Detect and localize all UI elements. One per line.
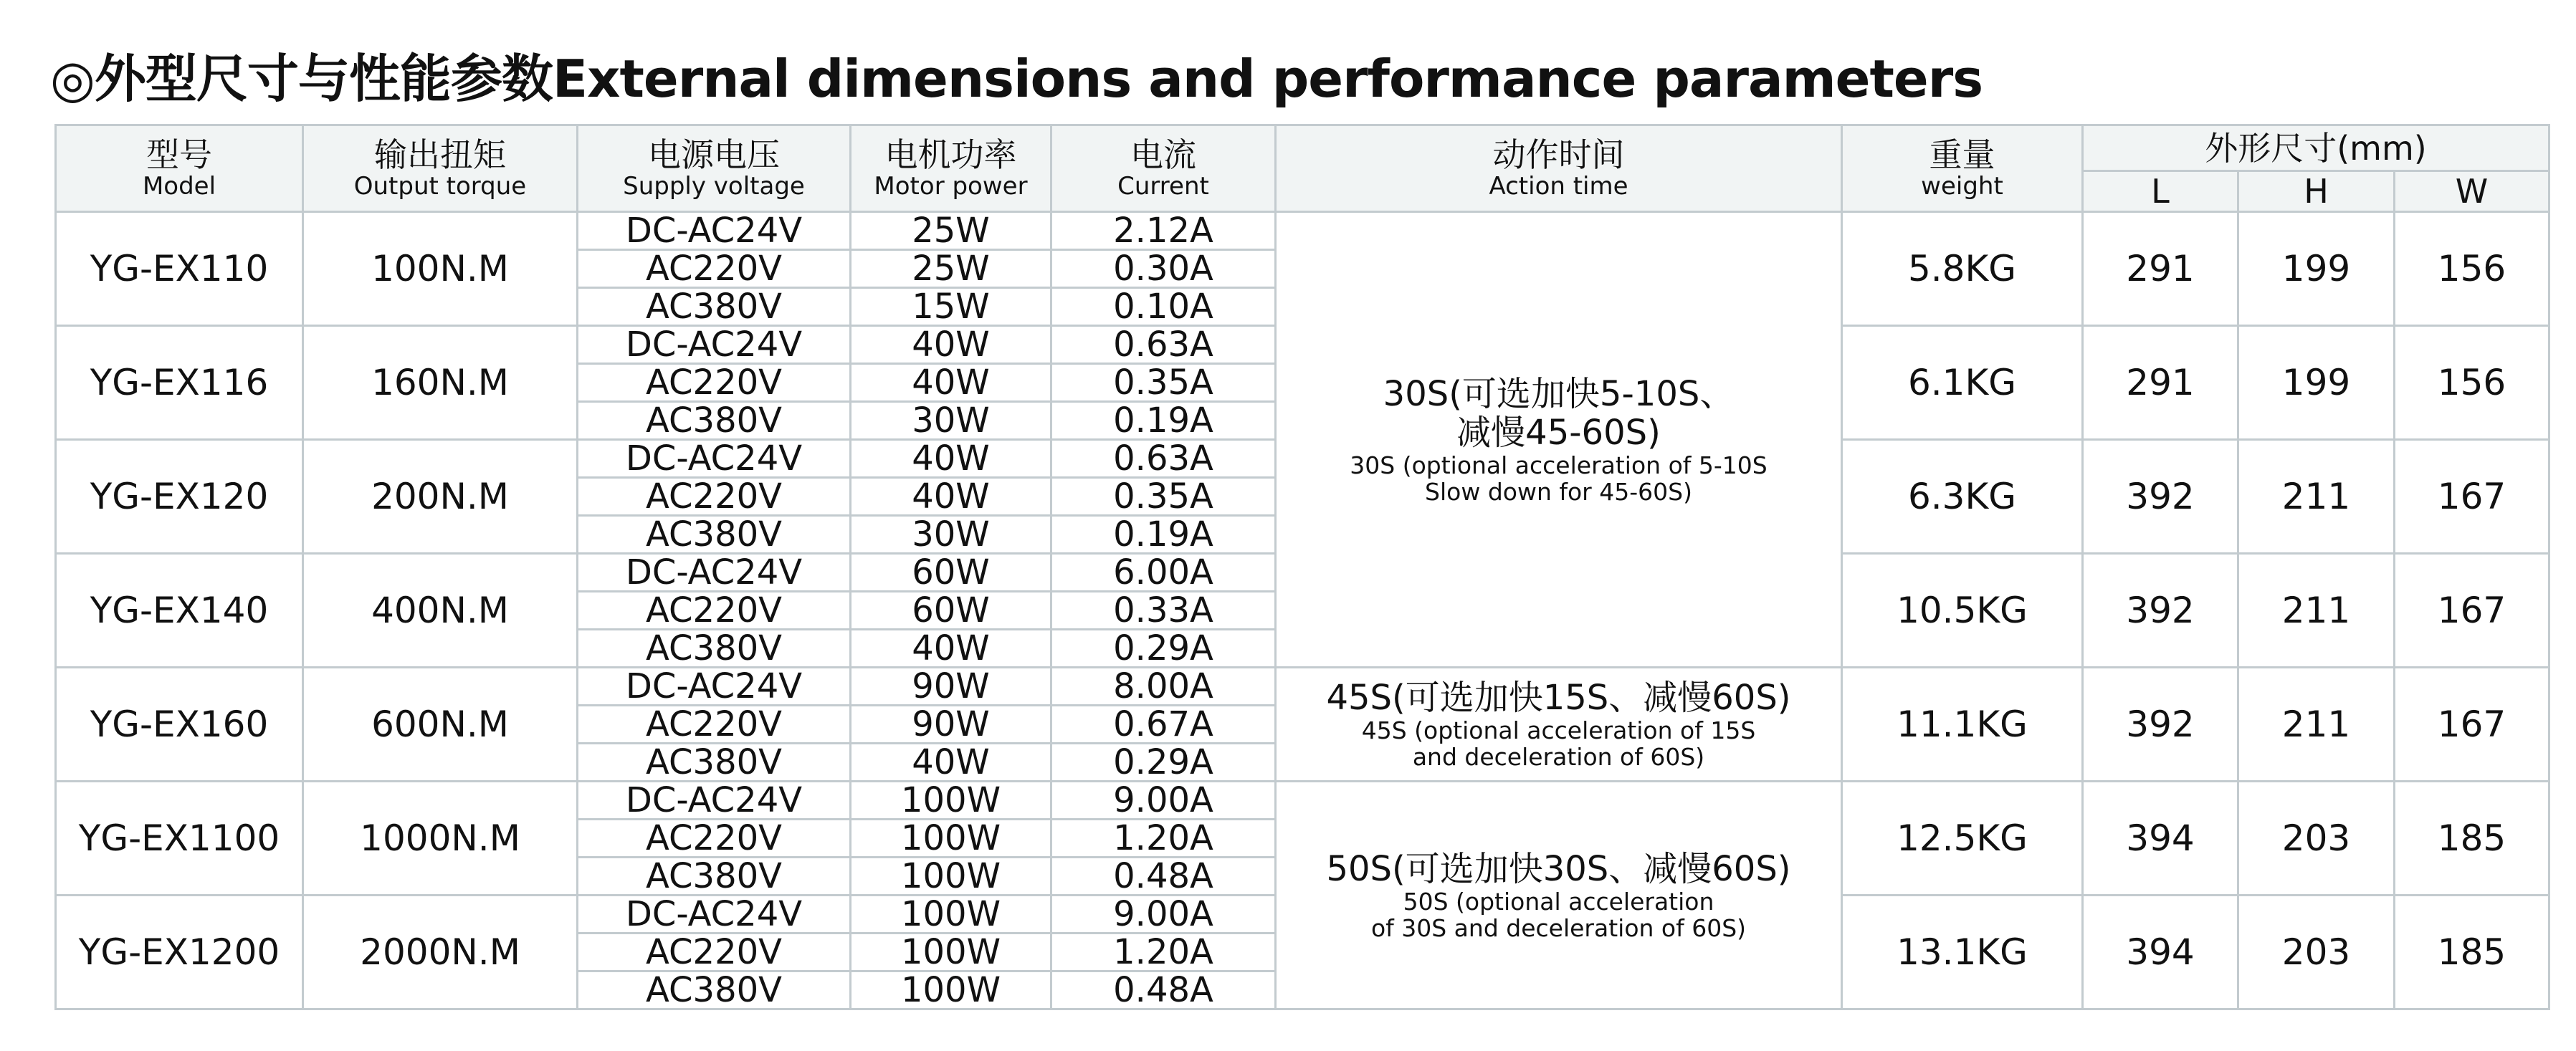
voltage-cell: DC-AC24V: [578, 896, 851, 934]
action-time-en-line1: 30S (optional acceleration of 5-10S: [1350, 451, 1768, 479]
current-cell: 0.48A: [1051, 971, 1276, 1009]
dim-h-cell: 199: [2238, 212, 2395, 326]
power-cell: 60W: [851, 592, 1051, 630]
current-cell: 0.19A: [1051, 516, 1276, 554]
header-model-cn: 型号: [146, 135, 212, 174]
header-dim-h: H: [2238, 171, 2395, 212]
header-voltage-cn: 电源电压: [648, 135, 780, 174]
voltage-cell: AC220V: [578, 820, 851, 858]
dim-h-cell: 199: [2238, 326, 2395, 440]
header-torque: [303, 125, 578, 212]
header-torque-en: Output torque: [353, 172, 527, 201]
action-time-cn-line1: 45S(可选加快15S、减慢60S): [1326, 678, 1791, 718]
header-current: [1051, 125, 1276, 212]
power-cell: 100W: [851, 858, 1051, 896]
action-time-en-line2: Slow down for 45-60S): [1425, 477, 1692, 506]
model-cell: YG-EX160: [56, 668, 303, 782]
current-cell: 8.00A: [1051, 668, 1276, 706]
voltage-cell: DC-AC24V: [578, 212, 851, 250]
weight-cell: 12.5KG: [1842, 782, 2083, 896]
voltage-cell: AC220V: [578, 592, 851, 630]
header-power-cn: 电机功率: [884, 135, 1017, 174]
action-time-en-line2: and deceleration of 60S): [1412, 743, 1705, 771]
dim-w-cell: 167: [2395, 668, 2549, 782]
header-torque-cn: 输出扭矩: [374, 135, 506, 174]
model-cell: YG-EX116: [56, 326, 303, 440]
current-cell: 9.00A: [1051, 782, 1276, 820]
weight-cell: 6.1KG: [1842, 326, 2083, 440]
voltage-cell: DC-AC24V: [578, 440, 851, 478]
voltage-cell: AC380V: [578, 288, 851, 326]
model-cell: YG-EX1200: [56, 896, 303, 1009]
power-cell: 60W: [851, 554, 1051, 592]
current-cell: 0.33A: [1051, 592, 1276, 630]
dim-w-cell: 167: [2395, 554, 2549, 668]
current-cell: 1.20A: [1051, 820, 1276, 858]
header-weight-cn: 重量: [1929, 135, 1995, 174]
action-time-cn-line1: 30S(可选加快5-10S、: [1383, 373, 1735, 414]
power-cell: 25W: [851, 250, 1051, 288]
torque-cell: 1000N.M: [303, 782, 578, 896]
power-cell: 40W: [851, 364, 1051, 402]
current-cell: 0.29A: [1051, 630, 1276, 668]
action-time-cell: [1276, 668, 1842, 782]
current-cell: 0.29A: [1051, 744, 1276, 782]
current-cell: 0.30A: [1051, 250, 1276, 288]
header-dim-l: L: [2083, 171, 2238, 212]
dim-l-cell: 394: [2083, 782, 2238, 896]
power-cell: 90W: [851, 706, 1051, 744]
dim-h-cell: 211: [2238, 554, 2395, 668]
table-row: [56, 782, 2549, 820]
voltage-cell: AC380V: [578, 744, 851, 782]
action-time-cell: [1276, 212, 1842, 668]
weight-cell: 5.8KG: [1842, 212, 2083, 326]
torque-cell: 200N.M: [303, 440, 578, 554]
power-cell: 40W: [851, 744, 1051, 782]
power-cell: 40W: [851, 630, 1051, 668]
action-time-cell: [1276, 782, 1842, 1009]
table-row: [56, 212, 2549, 250]
power-cell: 100W: [851, 934, 1051, 971]
weight-cell: 10.5KG: [1842, 554, 2083, 668]
current-cell: 1.20A: [1051, 934, 1276, 971]
current-cell: 6.00A: [1051, 554, 1276, 592]
header-power: [851, 125, 1051, 212]
current-cell: 0.35A: [1051, 364, 1276, 402]
dim-w-cell: 185: [2395, 896, 2549, 1009]
power-cell: 40W: [851, 326, 1051, 364]
power-cell: 100W: [851, 782, 1051, 820]
torque-cell: 400N.M: [303, 554, 578, 668]
dim-l-cell: 392: [2083, 668, 2238, 782]
dim-l-cell: 392: [2083, 440, 2238, 554]
power-cell: 90W: [851, 668, 1051, 706]
current-cell: 9.00A: [1051, 896, 1276, 934]
current-cell: 0.48A: [1051, 858, 1276, 896]
action-time-en-line1: 45S (optional acceleration of 15S: [1361, 716, 1756, 744]
header-action-cn: 动作时间: [1492, 135, 1625, 174]
dim-l-cell: 291: [2083, 212, 2238, 326]
power-cell: 15W: [851, 288, 1051, 326]
current-cell: 0.35A: [1051, 478, 1276, 516]
action-time-en-line1: 50S (optional acceleration: [1403, 887, 1714, 916]
power-cell: 30W: [851, 516, 1051, 554]
voltage-cell: AC380V: [578, 971, 851, 1009]
dim-h-cell: 203: [2238, 782, 2395, 896]
dim-w-cell: 185: [2395, 782, 2549, 896]
dim-w-cell: 156: [2395, 212, 2549, 326]
weight-cell: 11.1KG: [1842, 668, 2083, 782]
header-action-en: Action time: [1489, 172, 1628, 201]
voltage-cell: AC220V: [578, 934, 851, 971]
current-cell: 0.63A: [1051, 326, 1276, 364]
power-cell: 25W: [851, 212, 1051, 250]
dim-l-cell: 394: [2083, 896, 2238, 1009]
header-weight: [1842, 125, 2083, 212]
action-time-en-line2: of 30S and deceleration of 60S): [1370, 913, 1747, 942]
voltage-cell: AC220V: [578, 478, 851, 516]
model-cell: YG-EX140: [56, 554, 303, 668]
dim-h-cell: 211: [2238, 440, 2395, 554]
dim-w-cell: 167: [2395, 440, 2549, 554]
current-cell: 0.10A: [1051, 288, 1276, 326]
voltage-cell: AC380V: [578, 858, 851, 896]
torque-cell: 100N.M: [303, 212, 578, 326]
page-title: ◎外型尺寸与性能参数External dimensions and performance parameters: [50, 49, 1983, 109]
voltage-cell: AC380V: [578, 402, 851, 440]
header-dims-cn: 外形尺寸(mm): [2205, 128, 2427, 168]
voltage-cell: DC-AC24V: [578, 326, 851, 364]
voltage-cell: AC380V: [578, 516, 851, 554]
power-cell: 40W: [851, 440, 1051, 478]
header-weight-en: weight: [1921, 172, 2003, 201]
model-cell: YG-EX1100: [56, 782, 303, 896]
header-dim-w: W: [2395, 171, 2549, 212]
voltage-cell: AC220V: [578, 250, 851, 288]
voltage-cell: AC380V: [578, 630, 851, 668]
voltage-cell: DC-AC24V: [578, 782, 851, 820]
model-cell: YG-EX120: [56, 440, 303, 554]
specs-table: [54, 124, 2550, 1010]
model-cell: YG-EX110: [56, 212, 303, 326]
current-cell: 2.12A: [1051, 212, 1276, 250]
voltage-cell: DC-AC24V: [578, 554, 851, 592]
header-action: [1276, 125, 1842, 212]
table-row: [56, 668, 2549, 706]
weight-cell: 6.3KG: [1842, 440, 2083, 554]
current-cell: 0.63A: [1051, 440, 1276, 478]
torque-cell: 2000N.M: [303, 896, 578, 1009]
header-current-en: Current: [1117, 172, 1209, 201]
action-time-cn-line1: 50S(可选加快30S、减慢60S): [1326, 848, 1791, 889]
dim-h-cell: 203: [2238, 896, 2395, 1009]
weight-cell: 13.1KG: [1842, 896, 2083, 1009]
header-current-cn: 电流: [1130, 135, 1196, 174]
power-cell: 100W: [851, 896, 1051, 934]
header-voltage: [578, 125, 851, 212]
voltage-cell: AC220V: [578, 706, 851, 744]
voltage-cell: AC220V: [578, 364, 851, 402]
power-cell: 40W: [851, 478, 1051, 516]
power-cell: 100W: [851, 820, 1051, 858]
torque-cell: 160N.M: [303, 326, 578, 440]
power-cell: 100W: [851, 971, 1051, 1009]
header-power-en: Motor power: [874, 172, 1028, 201]
header-voltage-en: Supply voltage: [623, 172, 805, 201]
voltage-cell: DC-AC24V: [578, 668, 851, 706]
dim-l-cell: 291: [2083, 326, 2238, 440]
torque-cell: 600N.M: [303, 668, 578, 782]
dim-h-cell: 211: [2238, 668, 2395, 782]
header-model-en: Model: [142, 172, 216, 201]
dim-l-cell: 392: [2083, 554, 2238, 668]
current-cell: 0.67A: [1051, 706, 1276, 744]
header-model: [56, 125, 303, 212]
dim-w-cell: 156: [2395, 326, 2549, 440]
header-dims: [2083, 125, 2549, 171]
current-cell: 0.19A: [1051, 402, 1276, 440]
action-time-cn-line2: 减慢45-60S): [1456, 412, 1661, 453]
power-cell: 30W: [851, 402, 1051, 440]
